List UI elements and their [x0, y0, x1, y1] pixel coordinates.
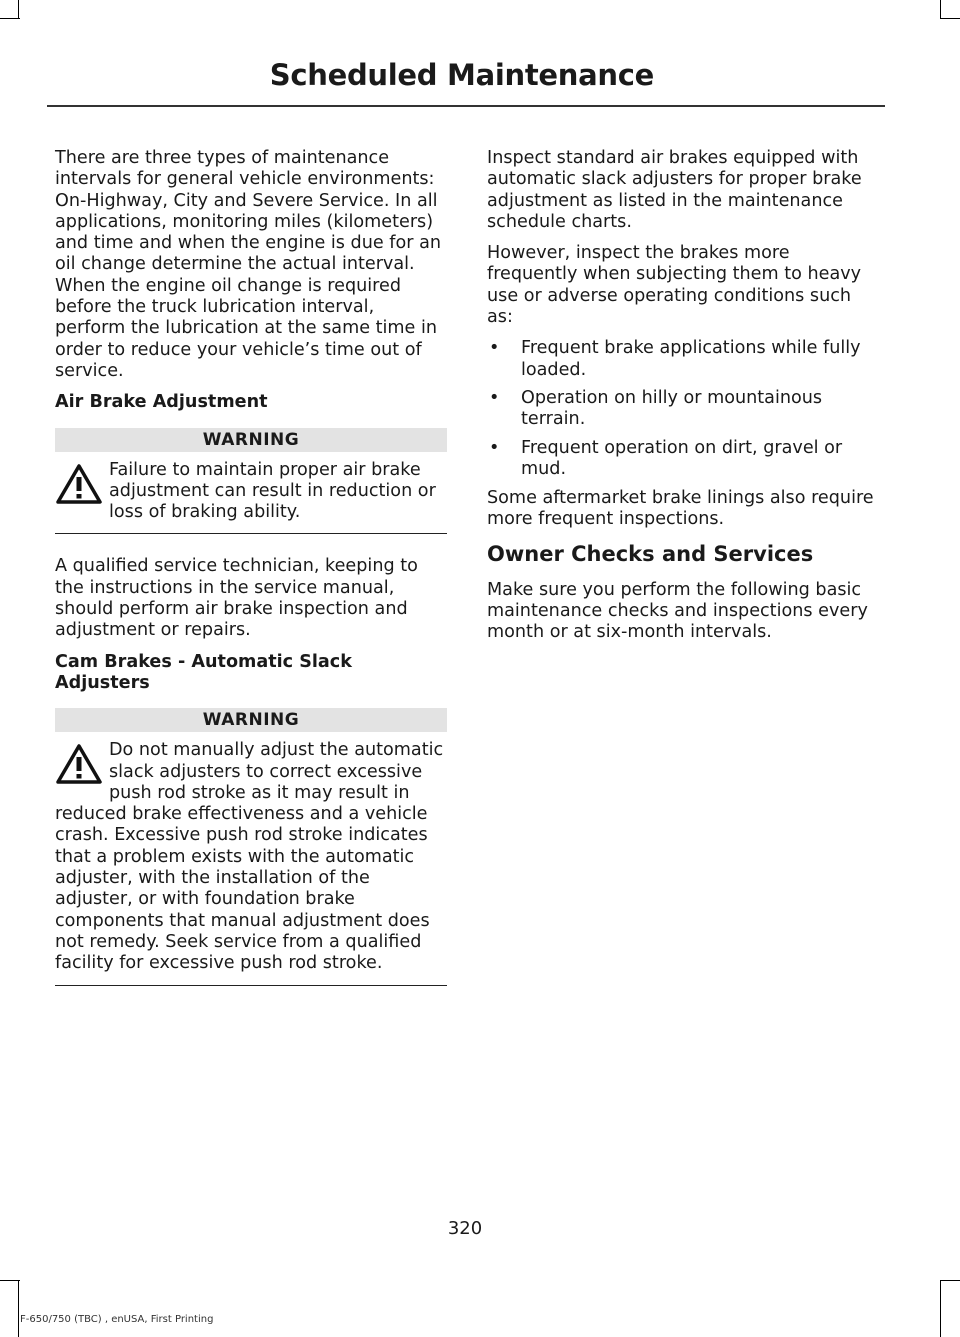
however-paragraph: However, inspect the brakes more frequently when subjecting them to heavy use or adverse operating conditions such as:	[487, 243, 862, 328]
warning-label: WARNING	[55, 708, 447, 732]
air-brake-heading: Air Brake Adjustment	[55, 392, 268, 413]
warning-box-air-brake	[55, 428, 447, 535]
owner-paragraph: Make sure you perform the following basic maintenance checks and inspections every month or at six-month intervals.	[487, 579, 868, 643]
bullet: •	[489, 338, 500, 359]
warning-box-slack-adjusters	[55, 708, 447, 985]
header-divider	[47, 105, 885, 107]
crop-mark	[18, 0, 19, 18]
page-title: Scheduled Maintenance	[269, 58, 654, 92]
crop-mark	[0, 18, 20, 19]
aftermarket-paragraph: Some aftermarket brake linings also require more frequent inspections.	[487, 488, 874, 530]
list-item-text: Operation on hilly or mountainous terrain.	[521, 387, 823, 430]
left-column	[55, 148, 447, 998]
owner-checks-heading: Owner Checks and Services	[487, 541, 814, 566]
inspect-paragraph: Inspect standard air brakes equipped with automatic slack adjusters for proper brake adjustment as listed in the maintenance schedule charts.	[487, 148, 862, 232]
crop-mark	[18, 1280, 19, 1337]
warning-text: Do not manually adjust the automatic slack adjusters to correct excessive push rod stroke as it may result in reduced brake effectiveness and a vehicle crash. Excessive push rod stroke indicates that a problem exists with the automatic adjuster, with the installation of the adjuster, or with foundation brake components that manual adjustment does not remedy. Seek service from a qualified facility for excessive push rod stroke.	[55, 740, 444, 974]
warning-text: Failure to maintain proper air brake adjustment can result in reduction or loss of braking ability.	[109, 459, 436, 523]
crop-mark	[940, 1280, 960, 1281]
bullet: •	[489, 437, 500, 458]
technician-paragraph: A qualified service technician, keeping to the instructions in the service manual, should perform air brake inspection and adjustment or repairs.	[55, 556, 418, 641]
cam-brakes-heading: Cam Brakes - Automatic Slack Adjusters	[55, 651, 352, 693]
crop-mark	[940, 18, 960, 19]
conditions-list	[487, 338, 882, 480]
warning-triangle-icon	[55, 742, 103, 786]
list-item	[487, 338, 882, 381]
bullet: •	[489, 387, 500, 408]
warning-label: WARNING	[55, 428, 447, 452]
list-item	[487, 388, 882, 431]
crop-mark	[0, 1280, 20, 1281]
crop-mark	[940, 0, 941, 18]
right-column	[487, 148, 882, 654]
warning-triangle-icon	[55, 462, 103, 506]
list-item-text: Frequent brake applications while fully loaded.	[521, 338, 861, 380]
page-number: 320	[447, 1218, 483, 1239]
list-item	[487, 438, 882, 481]
intro-paragraph: There are three types of maintenance intervals for general vehicle environments: On-Highway, City and Severe Service. In all applications, monitoring miles (kilometers) and time and when the engine is due for an oil change determine the actual interval. When the engine oil change is required before the truck lubrication interval, perform the lubrication at the same time in order to reduce your vehicle’s time out of service.	[55, 148, 441, 381]
footer-text: F-650/750 (TBC) , enUSA, First Printing	[20, 1314, 214, 1325]
crop-mark	[940, 1280, 941, 1337]
list-item-text: Frequent operation on dirt, gravel or mud.	[521, 437, 843, 479]
